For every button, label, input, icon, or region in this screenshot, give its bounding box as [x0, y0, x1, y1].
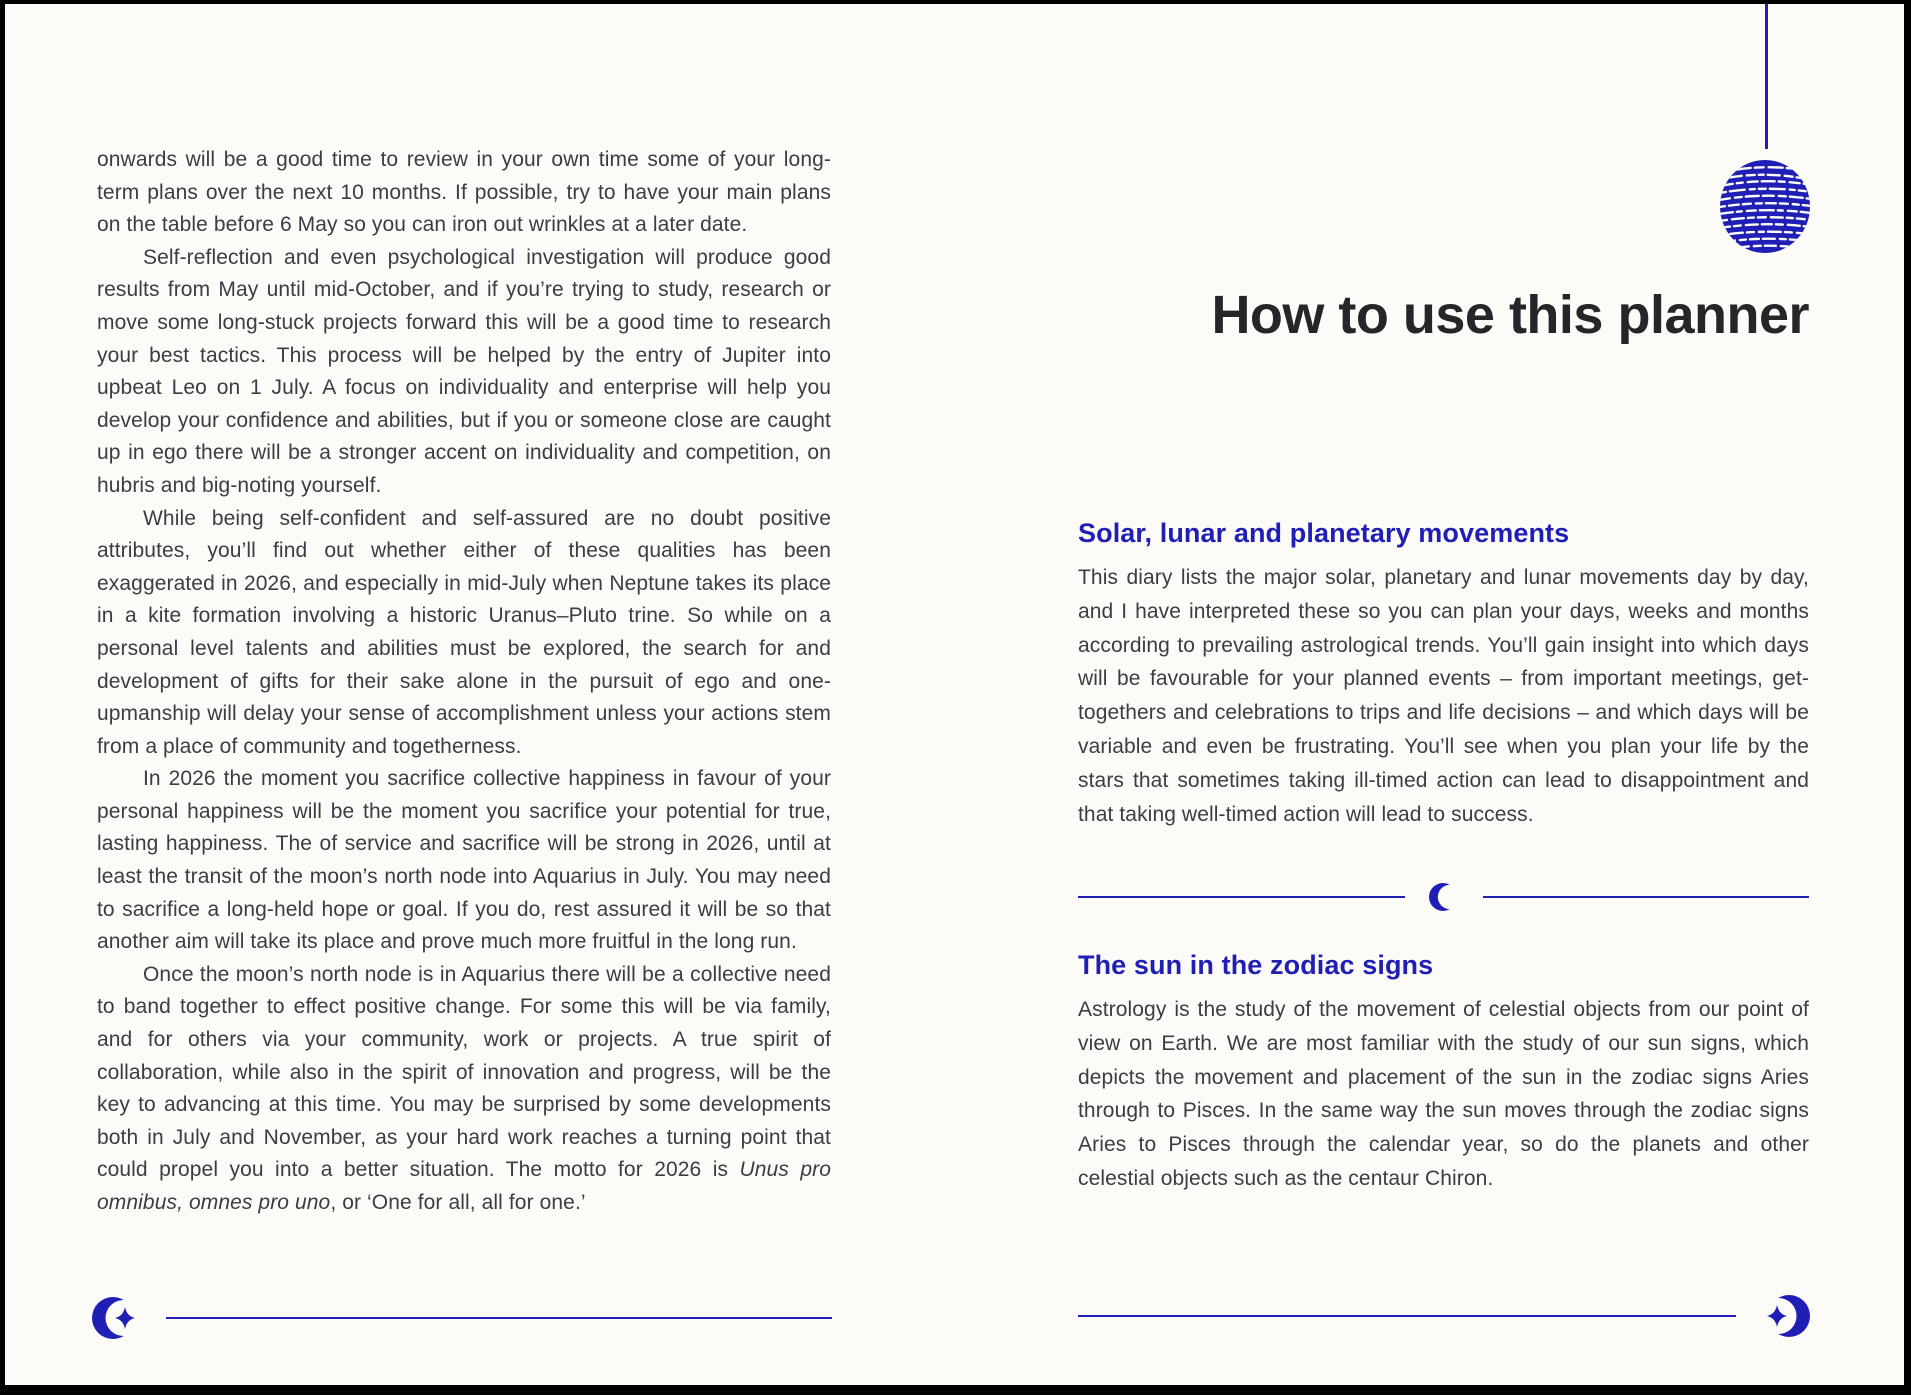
text-segment: In 2026 the moment you sacrifice collective happiness in favour of your personal happiness will be the moment you sacrifice your potential for true, lasting happiness. The of service and sacrifice will be strong in 2026, until at least the transit of the moon’s north node into Aquarius in July. You may need to sacrifice a long-held hope or goal. If you do, rest assured it will be so that another aim will take its place and prove much more fruitful in the long run.	[97, 767, 831, 954]
italic-text: Unus pro omnibus, omnes pro uno	[97, 1158, 831, 1214]
left-page-footer-ornament	[92, 1292, 832, 1344]
section-body: Astrology is the study of the movement of celestial objects from our point of view on Earth. We are most familiar with the study of our sun signs, which depicts the movement and placement of the sun in the zodiac signs Aries through to Pisces. In the same way the sun moves through the zodiac signs Aries to Pisces through the calendar year, so do the planets and other celestial objects such as the centaur Chiron.	[1078, 998, 1809, 1190]
paragraph	[97, 959, 831, 1220]
footer-rule-line	[1078, 1315, 1736, 1317]
hatched-sphere-icon	[1719, 159, 1811, 254]
text-segment: onwards will be a good time to review in your own time some of your long-term plans over the next 10 months. If possible, try to have your main plans on the table before 6 May so you can iron out wrinkles at a later date.	[97, 148, 831, 237]
crescent-moon-star-icon	[1758, 1290, 1810, 1342]
text-segment: Self-reflection and even psychological investigation will produce good results from May until mid-October, and if you’re trying to study, research or move some long-stuck projects forward this will be a good time to research your best tactics. This process will be helped by the entry of Jupiter into upbeat Leo on 1 July. A focus on individuality and enterprise will help you develop your confidence and abilities, but if you or someone close are caught up in ego there will be a stronger accent on individuality and competition, on hubris and big-noting yourself.	[97, 245, 831, 497]
divider-rule-right	[1483, 896, 1810, 898]
paragraph	[97, 763, 831, 959]
section-solar-lunar-planetary	[1078, 518, 1809, 831]
text-segment: , or ‘One for all, all for one.’	[330, 1191, 586, 1214]
footer-rule-line	[166, 1317, 832, 1319]
page-title: How to use this planner	[1211, 285, 1809, 345]
divider-rule-left	[1078, 896, 1405, 898]
paragraph	[97, 503, 831, 764]
crescent-moon-star-icon	[92, 1292, 144, 1344]
paragraph	[97, 144, 831, 242]
hanging-ornament-line	[1765, 0, 1768, 149]
left-page-body-text	[97, 144, 831, 1220]
section-heading: The sun in the zodiac signs	[1078, 950, 1434, 980]
text-segment: While being self-confident and self-assured are no doubt positive attributes, you’ll find out whether either of these qualities has been exaggerated in 2026, and especially in mid-July when Neptune takes its place in a kite formation involving a historic Uranus–Pluto trine. So while on a personal level talents and abilities must be explored, the search for and development of gifts for their sake alone in the pursuit of ego and one-upmanship will delay your sense of accomplishment unless your actions stem from a place of community and togetherness.	[97, 506, 831, 758]
section-divider	[1078, 876, 1809, 918]
section-body: This diary lists the major solar, planetary and lunar movements day by day, and I have interpreted these so you can plan your days, weeks and months according to prevailing astrological trends. You’ll gain insight into which days will be favourable for your planned events – from important meetings, get-togethers and celebrations to trips and life decisions – and which days will be variable and even be frustrating. You’ll see when you plan your life by the stars that sometimes taking ill-timed action can lead to disappointment and that taking well-timed action will lead to success.	[1078, 566, 1809, 826]
right-page-footer-ornament	[1078, 1290, 1810, 1342]
section-sun-zodiac	[1078, 950, 1809, 1196]
text-segment: Once the moon’s north node is in Aquarius there will be a collective need to band together to effect positive change. For some this will be via family, and for others via your community, work or projects. A true spirit of collaboration, while also in the spirit of innovation and progress, will be the key to advancing at this time. You may be surprised by some developments both in July and November, as your hard work reaches a turning point that could propel you into a better situation. The motto for 2026 is	[97, 962, 831, 1182]
crescent-moon-icon	[1429, 878, 1459, 916]
section-heading: Solar, lunar and planetary movements	[1078, 518, 1570, 548]
paragraph	[97, 242, 831, 503]
